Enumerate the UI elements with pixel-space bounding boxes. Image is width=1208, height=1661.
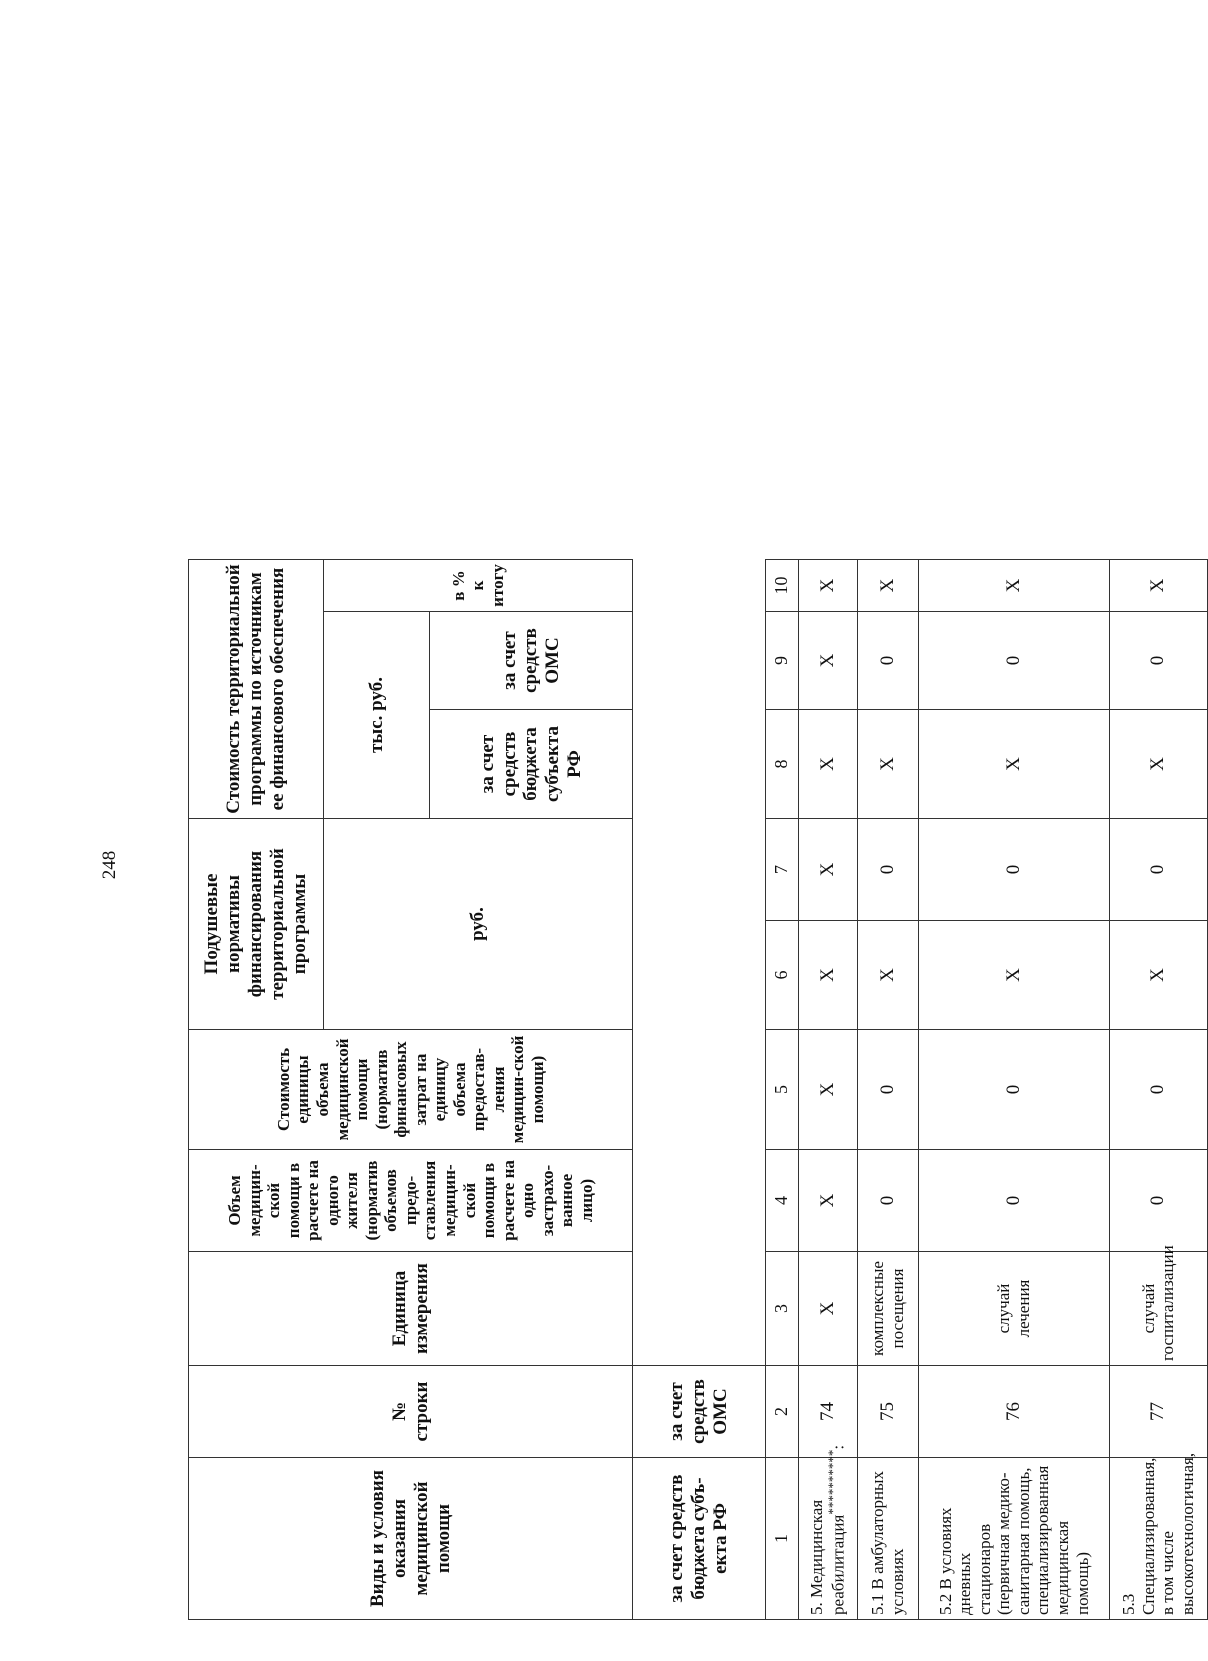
col-number: 8	[765, 710, 798, 819]
row-oms-per-capita: 0	[1109, 819, 1207, 921]
row-budget-cost: X	[919, 710, 1110, 819]
row-number: 74	[798, 1366, 857, 1458]
row-oms-cost: X	[798, 612, 857, 710]
row-unit: X	[798, 1252, 857, 1366]
header-oms-per-capita: за счет средств ОМС	[633, 1366, 765, 1458]
row-unit: случай госпитализации	[1109, 1252, 1207, 1366]
header-subject-budget: за счет средств бюджета субъекта РФ	[430, 710, 633, 819]
row-budget-per-capita: X	[857, 921, 918, 1030]
header-volume: Объем медицин-ской помощи в расчете на одного жителя (норматив объемов предо-ставления медицин-ской помощи в расчете на одно застрахо-ванное лицо)	[189, 1150, 633, 1252]
header-oms-thousand: за счет средств ОМС	[430, 612, 633, 710]
row-volume: 0	[919, 1150, 1110, 1252]
col-number: 10	[765, 559, 798, 611]
row-oms-cost: 0	[1109, 612, 1207, 710]
row-cost: 0	[857, 1030, 918, 1150]
col-number: 7	[765, 819, 798, 921]
header-per-capita-group: Подушевые нормативы финансирования территориальной программы	[189, 819, 324, 1030]
col-number: 6	[765, 921, 798, 1030]
row-number: 76	[919, 1366, 1110, 1458]
row-cost: 0	[1109, 1030, 1207, 1150]
col-number: 3	[765, 1252, 798, 1366]
row-oms-per-capita: X	[798, 819, 857, 921]
rotated-table-wrapper	[188, 40, 1208, 1620]
row-percent: X	[798, 559, 857, 611]
row-budget-per-capita: X	[1109, 921, 1207, 1030]
header-thousand-rub: тыс. руб.	[323, 612, 429, 819]
row-oms-cost: 0	[857, 612, 918, 710]
row-budget-cost: X	[798, 710, 857, 819]
header-unit: Единица измерения	[189, 1252, 633, 1366]
header-cost-per-unit: Стоимость единицы объема медицинской помощи (норматив финансовых затрат на единицу объема предостав-ления медицин-ской помощи)	[189, 1030, 633, 1150]
row-cost: X	[798, 1030, 857, 1150]
col-number: 2	[765, 1366, 798, 1458]
header-rub: руб.	[323, 819, 633, 1030]
row-volume: 0	[1109, 1150, 1207, 1252]
header-kinds: Виды и условия оказания медицинской помощи	[189, 1458, 633, 1620]
col-number: 5	[765, 1030, 798, 1150]
col-number: 1	[765, 1458, 798, 1620]
header-subject-budget-per-capita: за счет средств бюджета субъ-екта РФ	[633, 1458, 765, 1620]
row-number: 75	[857, 1366, 918, 1458]
empty-area	[189, 39, 1208, 559]
row-oms-per-capita: 0	[857, 819, 918, 921]
row-budget-per-capita: X	[919, 921, 1110, 1030]
row-percent: X	[857, 559, 918, 611]
row-oms-cost: 0	[919, 612, 1110, 710]
row-volume: X	[798, 1150, 857, 1252]
row-percent: X	[919, 559, 1110, 611]
col-number: 9	[765, 612, 798, 710]
row-unit: случай лечения	[919, 1252, 1110, 1366]
row-name: 5.1 В амбулаторных условиях	[857, 1458, 918, 1620]
row-cost: 0	[919, 1030, 1110, 1150]
row-name: 5. Медицинская реабилитация**********:	[798, 1458, 857, 1620]
row-volume: 0	[857, 1150, 918, 1252]
footnote-marks: **********	[825, 1449, 841, 1515]
row-name: 5.2 В условиях дневных стационаров (первичная медико-санитарная помощь, специализированная медицинская помощь)	[919, 1458, 1110, 1620]
row-number: 77	[1109, 1366, 1207, 1458]
header-program-cost-group: Стоимость территориальной программы по источникам ее финансового обеспечения	[189, 559, 324, 818]
page-number: 248	[99, 850, 120, 880]
row-name: 5.3 Специализированная, в том числе высокотехнологичная,	[1109, 1458, 1207, 1620]
row-budget-cost: X	[857, 710, 918, 819]
row-percent: X	[1109, 559, 1207, 611]
row-unit: комплексные посещения	[857, 1252, 918, 1366]
header-row-number: № строки	[189, 1366, 633, 1458]
row-budget-cost: X	[1109, 710, 1207, 819]
header-row-1	[189, 39, 324, 1619]
financing-table	[188, 39, 1208, 1620]
col-number: 4	[765, 1150, 798, 1252]
header-percent-total: в % к итогу	[323, 559, 633, 611]
row-budget-per-capita: X	[798, 921, 857, 1030]
row-oms-per-capita: 0	[919, 819, 1110, 921]
